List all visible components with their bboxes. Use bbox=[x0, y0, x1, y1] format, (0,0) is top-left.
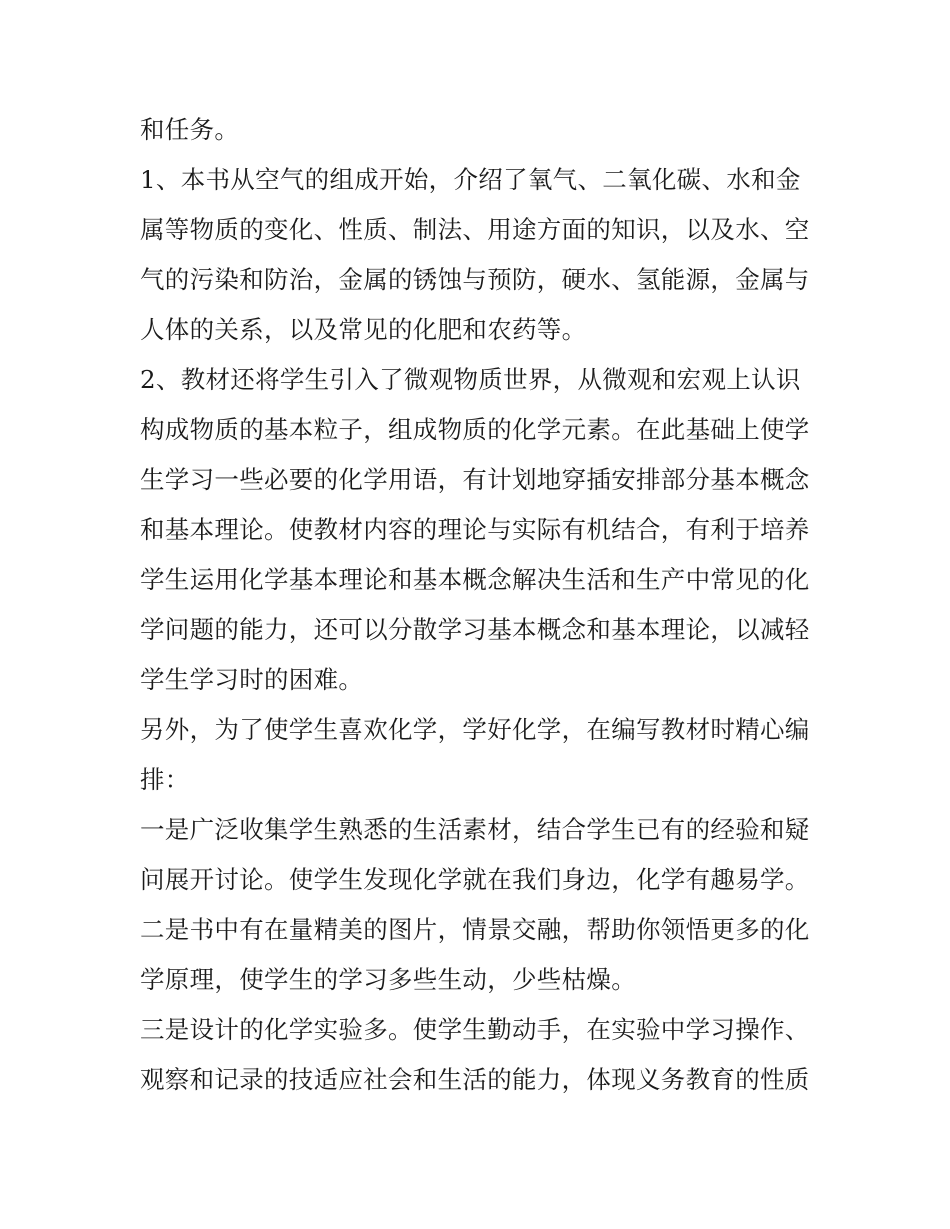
text-line: 生学习一些必要的化学用语，有计划地穿插安排部分基本概念 bbox=[140, 465, 810, 494]
text-line: 气的污染和防治，金属的锈蚀与预防，硬水、氢能源，金属与 bbox=[140, 265, 810, 294]
text-line: 学原理，使学生的学习多些生动，少些枯燥。 bbox=[140, 965, 636, 994]
text-line: 构成物质的基本粒子，组成物质的化学元素。在此基础上使学 bbox=[140, 415, 810, 444]
text-line: 另外，为了使学生喜欢化学，学好化学，在编写教材时精心编 bbox=[140, 715, 810, 744]
document-body bbox=[140, 105, 820, 1105]
text-line: 1、本书从空气的组成开始，介绍了氧气、二氧化碳、水和金 bbox=[140, 165, 801, 194]
text-line: 一是广泛收集学生熟悉的生活素材，结合学生已有的经验和疑 bbox=[140, 815, 810, 844]
text-line: 观察和记录的技适应社会和生活的能力，体现义务教育的性质 bbox=[140, 1065, 810, 1094]
text-line: 和任务。 bbox=[140, 115, 240, 144]
text-line: 学生学习时的困难。 bbox=[140, 665, 364, 694]
text-line: 和基本理论。使教材内容的理论与实际有机结合，有利于培养 bbox=[140, 515, 810, 544]
text-line: 学生运用化学基本理论和基本概念解决生活和生产中常见的化 bbox=[140, 565, 810, 594]
text-line: 属等物质的变化、性质、制法、用途方面的知识，以及水、空 bbox=[140, 215, 810, 244]
text-line: 2、教材还将学生引入了微观物质世界，从微观和宏观上认识 bbox=[140, 365, 801, 394]
text-line: 问展开讨论。使学生发现化学就在我们身边，化学有趣易学。 bbox=[140, 865, 810, 894]
text-line: 三是设计的化学实验多。使学生勤动手，在实验中学习操作、 bbox=[140, 1015, 810, 1044]
text-line: 二是书中有在量精美的图片，情景交融，帮助你领悟更多的化 bbox=[140, 915, 810, 944]
text-line: 人体的关系，以及常见的化肥和农药等。 bbox=[140, 315, 587, 344]
text-line: 学问题的能力，还可以分散学习基本概念和基本理论，以减轻 bbox=[140, 615, 810, 644]
text-line: 排： bbox=[140, 765, 190, 794]
